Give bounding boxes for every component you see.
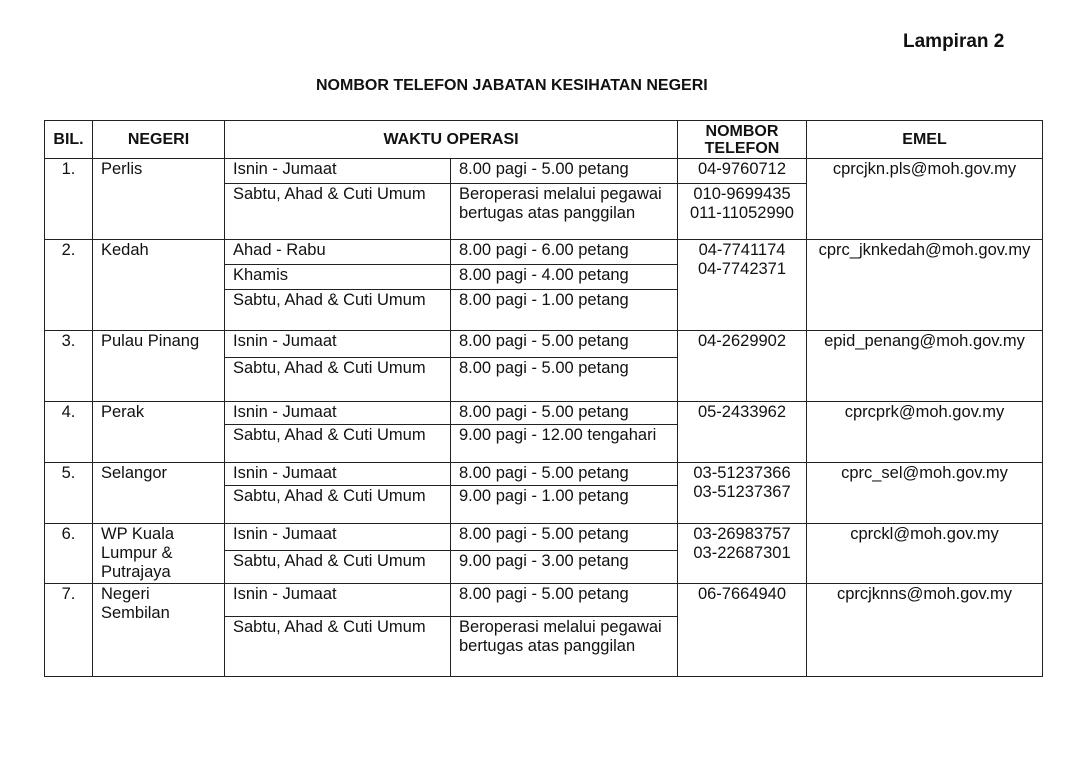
- masa-line: 9.00 pagi - 1.00 petang: [459, 487, 629, 505]
- telefon-cell: [678, 184, 807, 240]
- column-header-bil: BIL.: [45, 121, 93, 159]
- bil-cell: 5.: [45, 463, 93, 524]
- masa-cell: [451, 265, 678, 290]
- bil-cell: 3.: [45, 331, 93, 402]
- emel-cell: cprcjkn.pls@moh.gov.my: [807, 159, 1043, 240]
- hari-cell: Isnin - Jumaat: [225, 159, 451, 184]
- masa-cell: [451, 463, 678, 486]
- negeri-line: Pulau Pinang: [101, 332, 200, 350]
- negeri-line: Negeri: [101, 585, 150, 603]
- telefon-number: 010-9699435: [693, 185, 791, 203]
- masa-line: 8.00 pagi - 5.00 petang: [459, 403, 629, 421]
- table-row: [45, 331, 1043, 358]
- masa-cell: [451, 425, 678, 463]
- telefon-number: 04-7742371: [697, 260, 787, 278]
- masa-cell: [451, 584, 678, 617]
- table-row: [45, 159, 1043, 184]
- hari-cell: Sabtu, Ahad & Cuti Umum: [225, 425, 451, 463]
- column-header-nombor-telefon: [678, 121, 807, 159]
- column-header-emel: EMEL: [807, 121, 1043, 159]
- negeri-cell: [93, 524, 225, 584]
- masa-cell: [451, 331, 678, 358]
- telefon-cell: [678, 402, 807, 463]
- hari-cell: Sabtu, Ahad & Cuti Umum: [225, 358, 451, 402]
- masa-cell: [451, 184, 678, 240]
- bil-cell: 6.: [45, 524, 93, 584]
- telefon-number: 011-11052990: [690, 204, 794, 222]
- negeri-line: Kedah: [101, 241, 149, 259]
- emel-cell: epid_penang@moh.gov.my: [807, 331, 1043, 402]
- hari-cell: Isnin - Jumaat: [225, 331, 451, 358]
- negeri-line: Perak: [101, 403, 145, 421]
- emel-cell: cprcprk@moh.gov.my: [807, 402, 1043, 463]
- telefon-number: 05-2433962: [697, 403, 787, 421]
- bil-cell: 2.: [45, 240, 93, 331]
- masa-cell: [451, 486, 678, 524]
- telefon-cell: [678, 240, 807, 331]
- bil-cell: 4.: [45, 402, 93, 463]
- negeri-line: WP Kuala: [101, 525, 175, 543]
- masa-line: Beroperasi melalui pegawai: [459, 185, 662, 203]
- telefon-cell: [678, 524, 807, 584]
- masa-line: 8.00 pagi - 5.00 petang: [459, 332, 629, 350]
- masa-line: 8.00 pagi - 5.00 petang: [459, 160, 629, 178]
- telefon-number: 03-51237366: [693, 464, 791, 482]
- appendix-label: Lampiran 2: [903, 31, 1005, 52]
- masa-line: 8.00 pagi - 1.00 petang: [459, 291, 629, 309]
- emel-cell: cprcjknns@moh.gov.my: [807, 584, 1043, 677]
- telefon-number: 04-7741174: [698, 241, 786, 259]
- masa-line: Beroperasi melalui pegawai: [459, 618, 662, 636]
- table-row: [45, 584, 1043, 617]
- masa-cell: [451, 159, 678, 184]
- column-header-nombor-telefon-line1: NOMBOR: [705, 122, 779, 140]
- telefon-number: 03-26983757: [693, 525, 791, 543]
- hari-cell: Sabtu, Ahad & Cuti Umum: [225, 290, 451, 331]
- hari-cell: Sabtu, Ahad & Cuti Umum: [225, 551, 451, 584]
- emel-cell: cprckl@moh.gov.my: [807, 524, 1043, 584]
- negeri-line: Sembilan: [101, 604, 170, 622]
- negeri-cell: [93, 402, 225, 463]
- masa-line: 8.00 pagi - 5.00 petang: [459, 585, 629, 603]
- hari-cell: Sabtu, Ahad & Cuti Umum: [225, 617, 451, 677]
- telefon-number: 04-9760712: [697, 160, 787, 178]
- emel-cell: cprc_jknkedah@moh.gov.my: [807, 240, 1043, 331]
- masa-line: bertugas atas panggilan: [459, 204, 636, 222]
- emel-cell: cprc_sel@moh.gov.my: [807, 463, 1043, 524]
- hari-cell: Isnin - Jumaat: [225, 584, 451, 617]
- negeri-cell: [93, 584, 225, 677]
- masa-line: 8.00 pagi - 6.00 petang: [459, 241, 629, 259]
- masa-cell: [451, 240, 678, 265]
- telefon-cell: [678, 463, 807, 524]
- negeri-cell: [93, 240, 225, 331]
- masa-cell: [451, 358, 678, 402]
- telefon-cell: [678, 159, 807, 184]
- masa-cell: [451, 524, 678, 551]
- table-row: [45, 524, 1043, 551]
- masa-line: 8.00 pagi - 5.00 petang: [459, 525, 629, 543]
- bil-cell: 7.: [45, 584, 93, 677]
- masa-cell: [451, 617, 678, 677]
- masa-line: 9.00 pagi - 12.00 tengahari: [459, 426, 657, 444]
- masa-cell: [451, 290, 678, 331]
- contact-table: [44, 120, 1043, 677]
- document-title: NOMBOR TELEFON JABATAN KESIHATAN NEGERI: [316, 77, 708, 94]
- hari-cell: Isnin - Jumaat: [225, 463, 451, 486]
- hari-cell: Isnin - Jumaat: [225, 524, 451, 551]
- masa-line: 8.00 pagi - 5.00 petang: [459, 464, 629, 482]
- column-header-nombor-telefon-line2: TELEFON: [704, 139, 780, 157]
- negeri-cell: [93, 331, 225, 402]
- negeri-line: Putrajaya: [101, 563, 171, 581]
- telefon-number: 03-22687301: [693, 544, 791, 562]
- masa-line: 8.00 pagi - 5.00 petang: [459, 359, 629, 377]
- hari-cell: Sabtu, Ahad & Cuti Umum: [225, 184, 451, 240]
- bil-cell: 1.: [45, 159, 93, 240]
- hari-cell: Sabtu, Ahad & Cuti Umum: [225, 486, 451, 524]
- masa-cell: [451, 551, 678, 584]
- column-header-waktu-operasi: WAKTU OPERASI: [225, 121, 678, 159]
- negeri-line: Lumpur &: [101, 544, 173, 562]
- negeri-cell: [93, 463, 225, 524]
- table-body: [45, 159, 1043, 677]
- negeri-line: Perlis: [101, 160, 143, 178]
- telefon-number: 06-7664940: [697, 585, 787, 603]
- negeri-line: Selangor: [101, 464, 168, 482]
- masa-line: 9.00 pagi - 3.00 petang: [459, 552, 629, 570]
- telefon-cell: [678, 584, 807, 677]
- masa-line: 8.00 pagi - 4.00 petang: [459, 266, 629, 284]
- hari-cell: Isnin - Jumaat: [225, 402, 451, 425]
- telefon-cell: [678, 331, 807, 402]
- table-row: [45, 402, 1043, 425]
- column-header-negeri: NEGERI: [93, 121, 225, 159]
- hari-cell: Khamis: [225, 265, 451, 290]
- negeri-cell: [93, 159, 225, 240]
- table-header-row: [45, 121, 1043, 159]
- telefon-number: 03-51237367: [693, 483, 791, 501]
- masa-line: bertugas atas panggilan: [459, 637, 636, 655]
- table-row: [45, 463, 1043, 486]
- table-row: [45, 240, 1043, 265]
- telefon-number: 04-2629902: [697, 332, 787, 350]
- masa-cell: [451, 402, 678, 425]
- hari-cell: Ahad - Rabu: [225, 240, 451, 265]
